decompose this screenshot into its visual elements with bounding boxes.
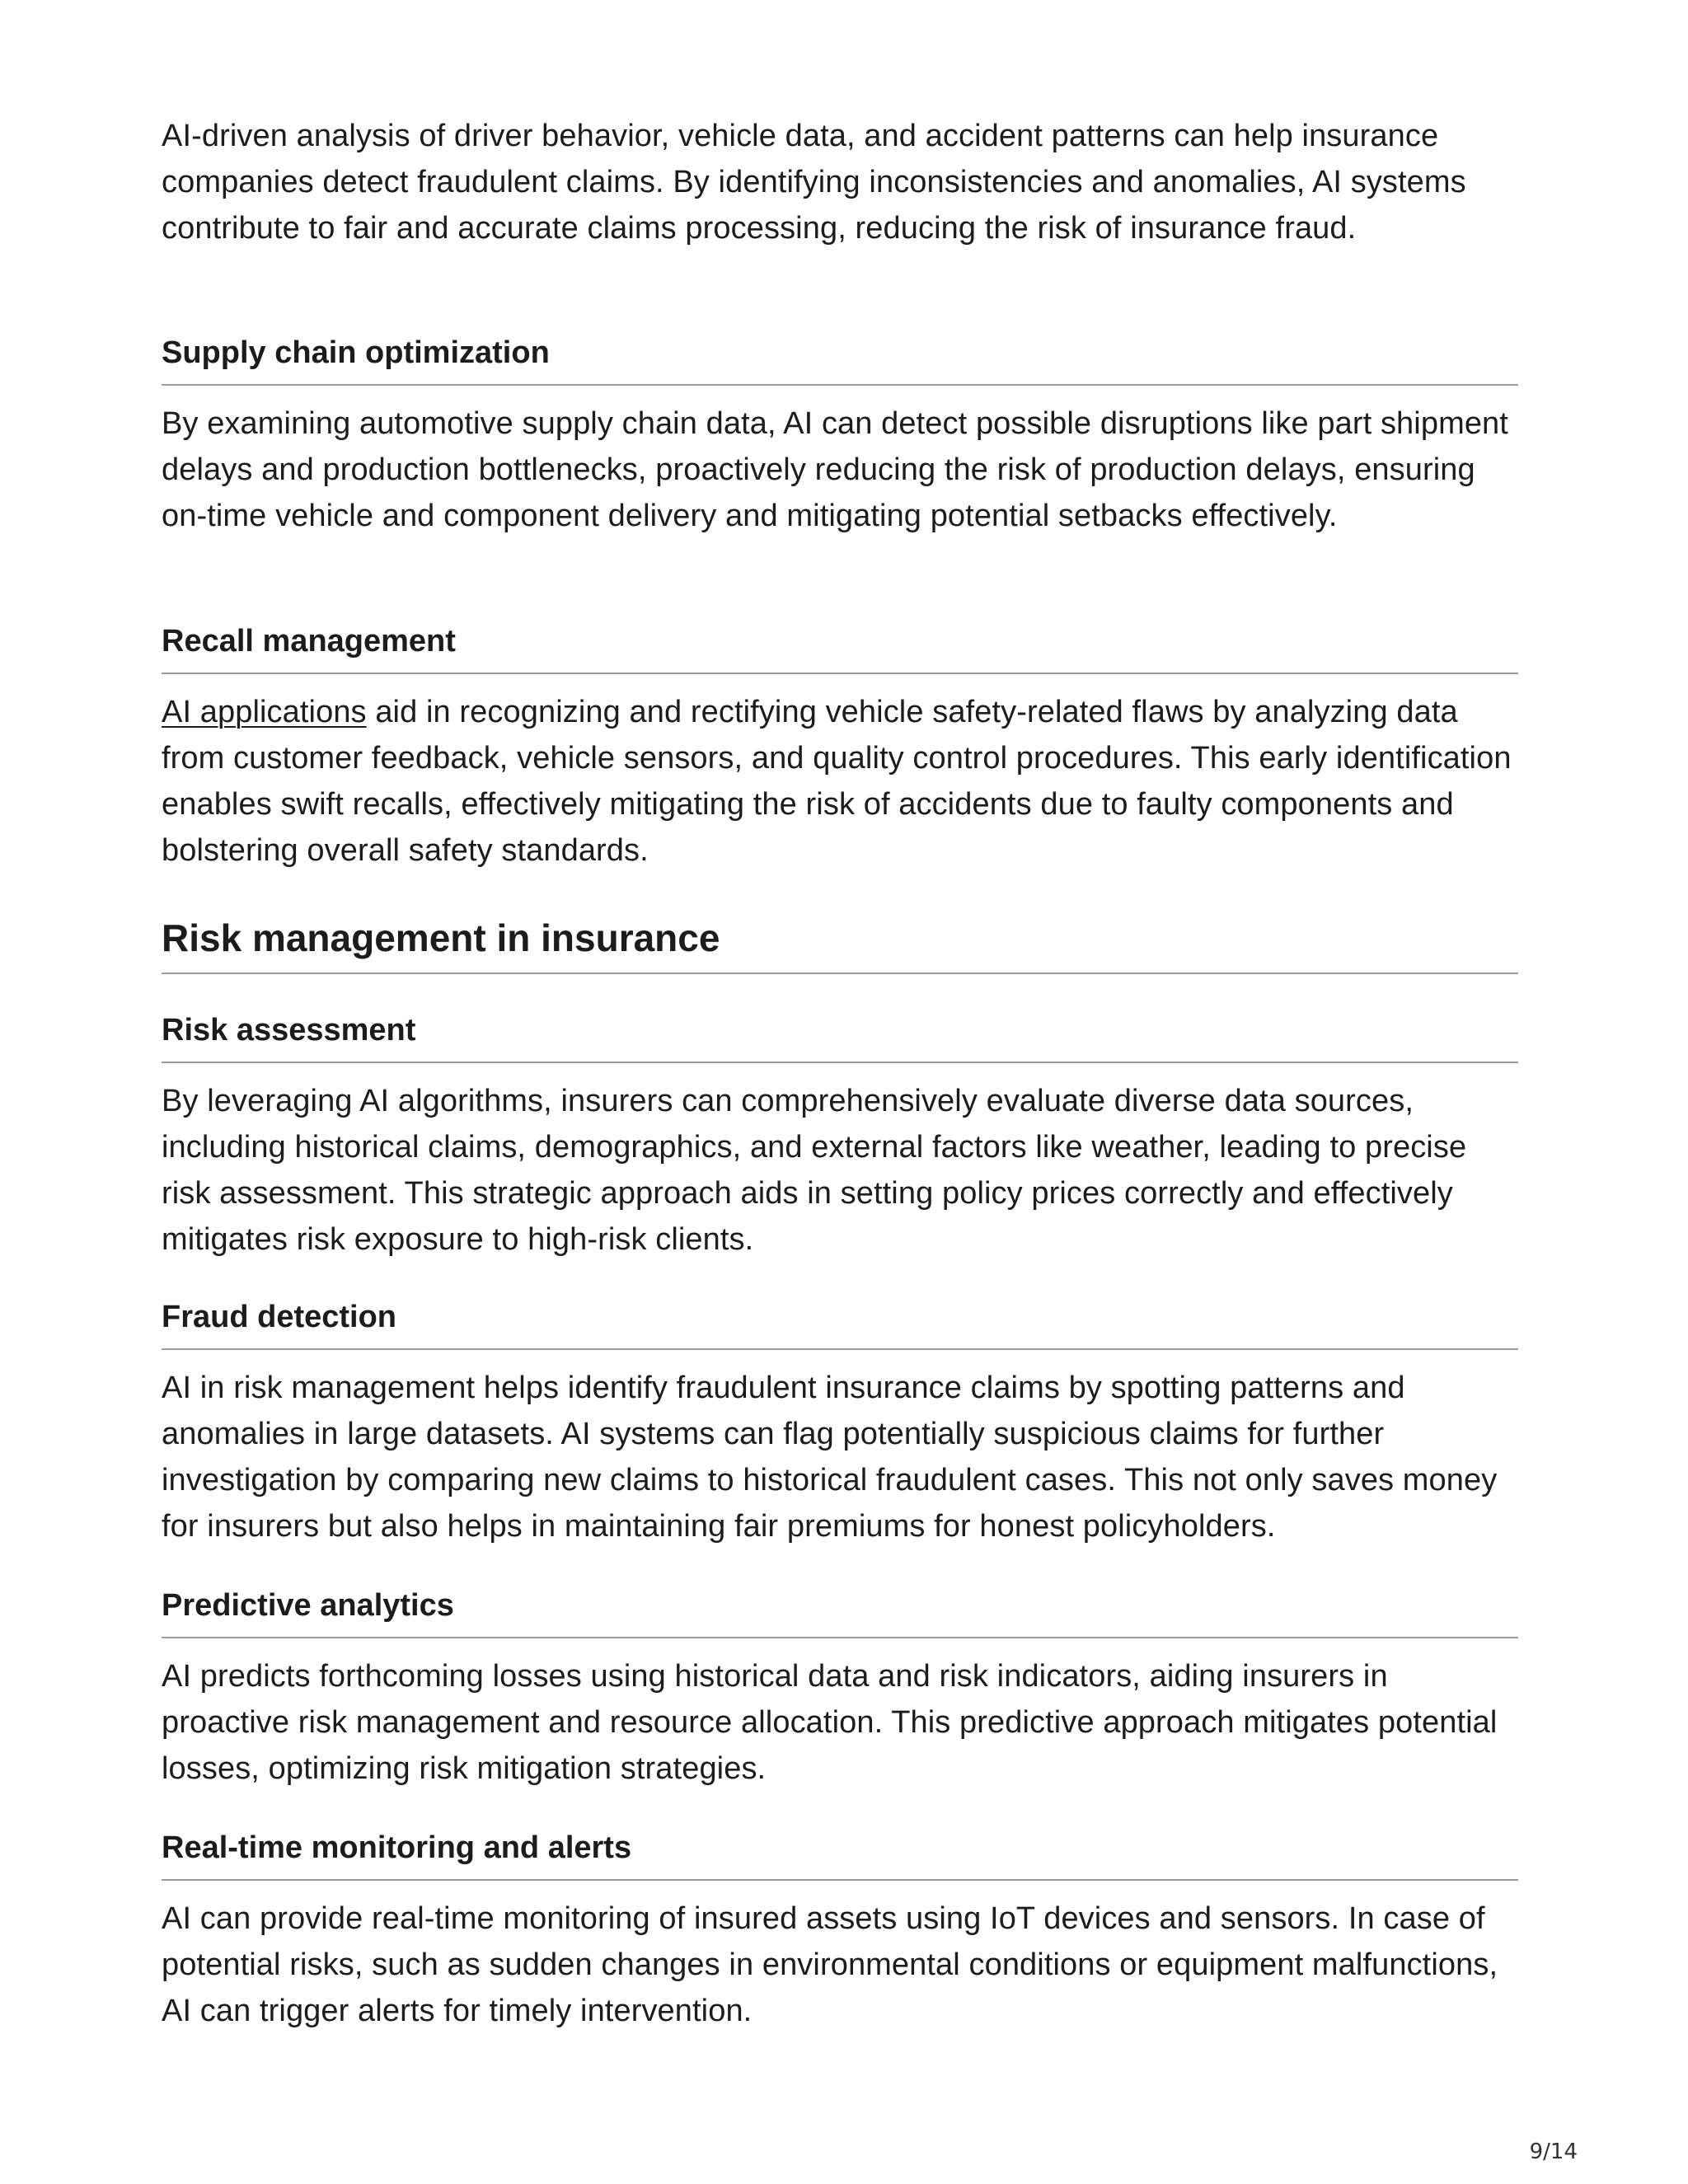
divider [162, 972, 1518, 974]
realtime-heading: Real-time monitoring and alerts [162, 1830, 632, 1865]
divider [162, 384, 1518, 386]
recall-body [162, 689, 1518, 874]
risk-assessment-body [162, 1078, 1518, 1263]
divider [162, 1879, 1518, 1881]
recall-paragraph-text: aid in recognizing and rectifying vehicle safety-related flaws by analyzing data from customer feedback, vehicle sensors, and quality control procedures. This early identification enables swift recalls, effectively mitigating the risk of accidents due to faulty components and bolstering overall safety standards. [162, 695, 1512, 868]
fraud-detection-section [162, 1297, 1518, 1337]
supply-chain-heading: Supply chain optimization [162, 335, 550, 370]
realtime-section [162, 1828, 1518, 1868]
recall-paragraph [162, 689, 1518, 874]
insurance-heading: Risk management in insurance [162, 916, 720, 959]
realtime-body [162, 1896, 1518, 2034]
intro-section [162, 113, 1518, 251]
recall-heading: Recall management [162, 624, 456, 658]
risk-assessment-heading: Risk assessment [162, 1013, 416, 1047]
divider [162, 1062, 1518, 1063]
divider [162, 673, 1518, 674]
fraud-detection-paragraph: AI in risk management helps identify fraudulent insurance claims by spotting patterns and anomalies in large datasets. AI systems can flag potentially suspicious claims for further investigation by comparing new claims to historical fraudulent cases. This not only saves money for insurers but also helps in maintaining fair premiums for honest policyholders. [162, 1371, 1498, 1544]
predictive-analytics-paragraph: AI predicts forthcoming losses using historical data and risk indicators, aiding insurers in proactive risk management and resource allocation. This predictive approach mitigates potential losses, optimizing risk mitigation strategies. [162, 1659, 1498, 1786]
supply-chain-paragraph: By examining automotive supply chain data, AI can detect possible disruptions like part shipment delays and production bottlenecks, proactively reducing the risk of production delays, ensuring on-time vehicle and component delivery and mitigating potential setbacks effectively. [162, 406, 1508, 533]
risk-assessment-paragraph: By leveraging AI algorithms, insurers can comprehensively evaluate diverse data sources, including historical claims, demographics, and external factors like weather, leading to precise risk assessment. This strategic approach aids in setting policy prices correctly and effectively mitigates risk exposure to high-risk clients. [162, 1084, 1467, 1257]
predictive-analytics-body [162, 1653, 1518, 1792]
supply-chain-section [162, 333, 1518, 373]
divider [162, 1637, 1518, 1638]
supply-chain-body [162, 401, 1518, 539]
predictive-analytics-heading: Predictive analytics [162, 1588, 454, 1623]
page-number: 9/14 [1529, 2139, 1578, 2164]
divider [162, 1348, 1518, 1350]
insurance-section [162, 915, 1518, 961]
ai-applications-link[interactable]: AI applications [162, 695, 367, 729]
recall-section [162, 621, 1518, 661]
realtime-paragraph: AI can provide real-time monitoring of insured assets using IoT devices and sensors. In case of potential risks, such as sudden changes in environmental conditions or equipment malfunctions, AI can trigger alerts for timely intervention. [162, 1901, 1498, 2028]
predictive-analytics-section [162, 1586, 1518, 1625]
fraud-detection-heading: Fraud detection [162, 1300, 397, 1334]
fraud-detection-body [162, 1365, 1518, 1549]
risk-assessment-section [162, 1010, 1518, 1050]
intro-paragraph: AI-driven analysis of driver behavior, vehicle data, and accident patterns can help insurance companies detect fraudulent claims. By identifying inconsistencies and anomalies, AI systems contribute to fair and accurate claims processing, reducing the risk of insurance fraud. [162, 119, 1466, 246]
